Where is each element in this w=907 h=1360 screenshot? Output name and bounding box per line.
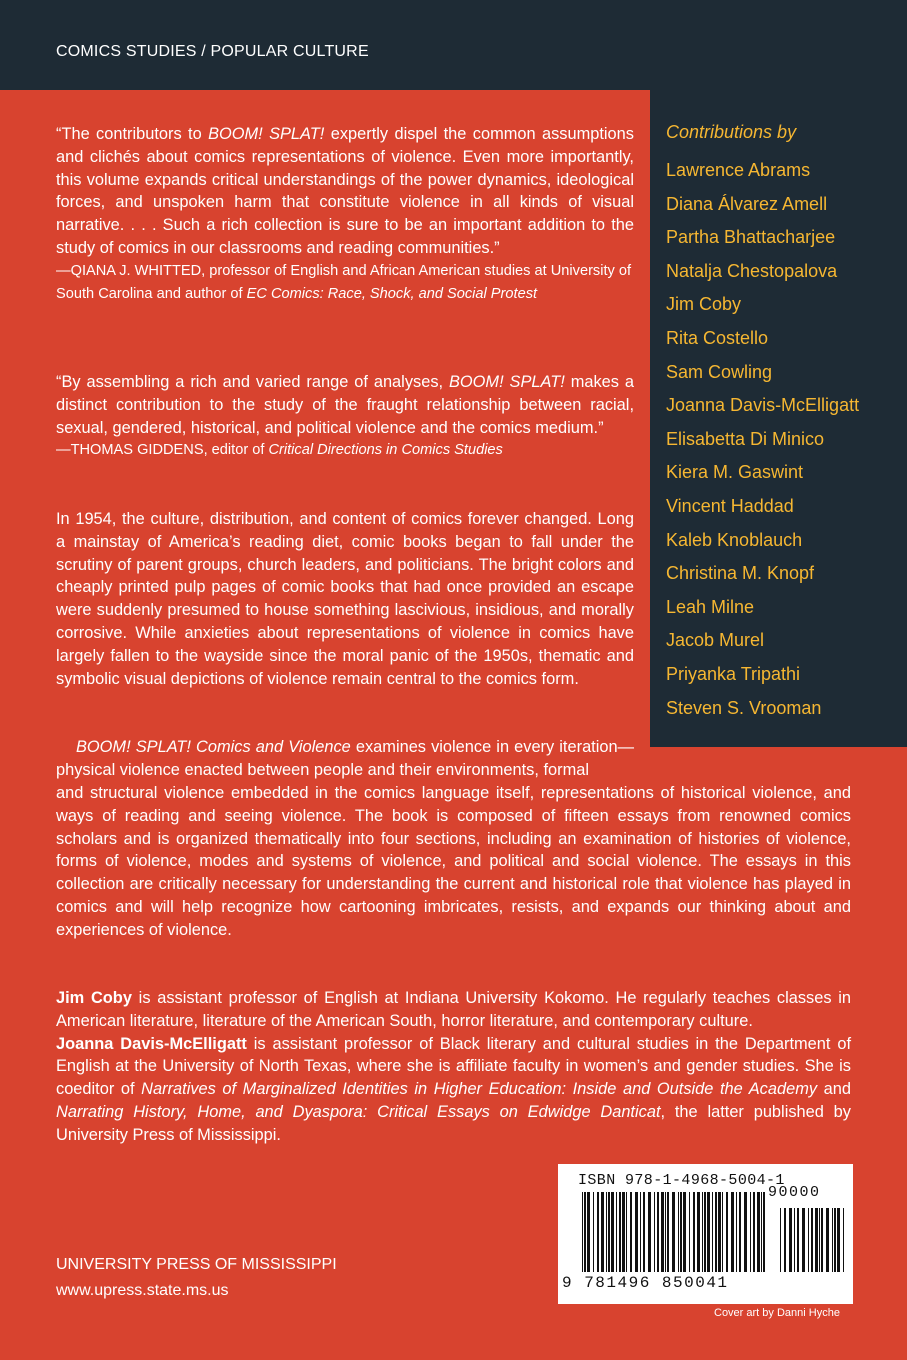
description-paragraph-2-continued: and structural violence embedded in the comics language itself, representations of historical violence, and ways of reading and seeing violence. The book is composed of fifteen essays from renowned comics scholars and is organized thematically into four sections, including an examination of histories of violence, forms of violence, modes and systems of violence, and political and social violence. The essays in this collection are critically necessary for understanding the current and historical role that violence has played in comics and will help recognize how cartooning imbricates, resists, and expands our thinking about and experiences of violence. — [56, 784, 851, 939]
quote-attribution — [56, 260, 634, 306]
barcode-bar — [606, 1192, 607, 1272]
contributor-name: Elisabetta Di Minico — [666, 428, 825, 449]
barcode-bar — [794, 1208, 795, 1272]
barcode-bar — [640, 1192, 641, 1272]
barcode-bar — [643, 1192, 645, 1272]
contributor-name: Kaleb Knoblauch — [666, 529, 803, 550]
barcode-bar — [678, 1192, 679, 1272]
barcode-bar — [672, 1192, 675, 1272]
barcode-bar — [683, 1192, 686, 1272]
contributor-name: Lawrence Abrams — [666, 160, 811, 180]
attribution-text: professor of English and African American studies at University of South Carolina and author of — [56, 262, 632, 302]
barcode-bar — [763, 1192, 765, 1272]
barcode-bar — [693, 1192, 695, 1272]
barcode-bar — [622, 1192, 625, 1272]
barcode-bar — [736, 1192, 737, 1272]
book-title: BOOM! SPLAT! Comics and Violence — [76, 738, 351, 756]
contributor-name: Sam Cowling — [666, 361, 773, 382]
attribution-name: —THOMAS GIDDENS, — [56, 442, 208, 459]
quote-text: “The contributors to — [56, 125, 209, 143]
barcode-bar — [739, 1192, 741, 1272]
barcode-bar — [726, 1192, 728, 1272]
barcode-bar — [582, 1192, 583, 1272]
barcode-bar — [680, 1192, 682, 1272]
book-title: BOOM! SPLAT! — [208, 125, 325, 143]
publisher-block — [56, 1252, 337, 1304]
bio-text: is assistant professor of Black literary and cultural studies in the Department of English at the University of North Texas, where she is affiliate faculty in women’s and gender studies. She is coeditor of — [56, 1034, 852, 1099]
quote-attribution — [56, 439, 634, 462]
contributor-name: Joanna Davis-McElligatt — [666, 395, 860, 416]
barcode-bar — [630, 1192, 632, 1272]
ean-digits: 9 781496 850041 — [562, 1274, 729, 1292]
barcode-bar — [802, 1208, 805, 1272]
contributors-sidebar — [650, 90, 907, 747]
barcode-bar — [731, 1192, 734, 1272]
contributor-name: Partha Bhattacharjee — [666, 227, 836, 248]
description-text: examines violence in every iteration—physical violence enacted between people and their environments, formal — [56, 738, 634, 779]
barcode-bar — [704, 1192, 706, 1272]
barcode-bar — [784, 1208, 786, 1272]
contributors-heading: Contributions by — [666, 122, 797, 142]
barcode-bar — [832, 1208, 833, 1272]
barcode-bar — [750, 1192, 751, 1272]
contributor-name: Priyanka Tripathi — [666, 663, 801, 684]
barcode-bar — [834, 1208, 836, 1272]
contributor-name: Steven S. Vrooman — [666, 697, 822, 718]
barcode-bar — [837, 1208, 840, 1272]
blurb-quote-giddens — [56, 371, 634, 462]
barcode-bar — [665, 1192, 666, 1272]
bio-text: , the latter published by University Press of Mississippi. — [56, 1102, 851, 1144]
barcode-bar — [843, 1208, 844, 1272]
barcode-bar — [619, 1192, 621, 1272]
barcode-bar — [597, 1192, 599, 1272]
book-title: Narrating History, Home, and Dyaspora: Critical Essays on Edwidge Danticat — [56, 1102, 661, 1121]
barcode-bar — [718, 1192, 721, 1272]
barcode-bar — [811, 1208, 813, 1272]
barcode-box — [558, 1164, 853, 1304]
contributor-name: Rita Costello — [666, 327, 769, 348]
barcode-bar — [608, 1192, 610, 1272]
barcode-bar — [657, 1192, 659, 1272]
contributor-name: Vincent Haddad — [666, 495, 794, 516]
addon-barcode — [778, 1208, 848, 1274]
cover-art-credit: Cover art by Danni Hyche — [714, 1307, 840, 1319]
barcode-bar — [626, 1192, 627, 1272]
barcode-bar — [697, 1192, 700, 1272]
barcode-bar — [821, 1208, 823, 1272]
publisher-url[interactable]: www.upress.state.ms.us — [56, 1282, 229, 1299]
contributor-name: Jim Coby — [666, 294, 742, 315]
barcode-bar — [601, 1192, 604, 1272]
barcode-bar — [819, 1208, 820, 1272]
barcode-bar — [616, 1192, 617, 1272]
barcode-bar — [797, 1208, 799, 1272]
bio-text: is assistant professor of English at Indiana University Kokomo. He regularly teaches classes in American literature, literature of the American South, horror literature, and contemporary culture. — [56, 989, 851, 1030]
attribution-book: EC Comics: Race, Shock, and Social Protest — [246, 285, 538, 302]
category-label: COMICS STUDIES / POPULAR CULTURE — [56, 43, 369, 60]
barcode-bar — [761, 1192, 762, 1272]
barcode-bar — [712, 1192, 713, 1272]
barcode-bar — [584, 1192, 586, 1272]
barcode-bar — [654, 1192, 655, 1272]
quote-text: “By assembling a rich and varied range of analyses, — [56, 373, 449, 391]
book-title: BOOM! SPLAT! — [448, 373, 565, 391]
barcode-bar — [715, 1192, 717, 1272]
barcode-bar — [593, 1192, 594, 1272]
quote-text: makes a distinct contribution to the study of the fraught relationship between racial, sexual, gendered, historical, and political violence and the comics medium.” — [56, 373, 634, 437]
barcode-bar — [635, 1192, 638, 1272]
top-band — [0, 0, 907, 90]
contributor-name: Kiera M. Gaswint — [666, 462, 804, 483]
barcode-bar — [707, 1192, 710, 1272]
barcode-bar — [587, 1192, 590, 1272]
isbn-text: ISBN 978-1-4968-5004-1 — [578, 1172, 785, 1189]
barcode-bar — [689, 1192, 690, 1272]
contributor-list — [666, 154, 859, 725]
barcode-bar — [702, 1192, 703, 1272]
contributor-name: Diana Álvarez Amell — [666, 193, 828, 214]
editor-name: Jim Coby — [56, 989, 132, 1007]
contributor-name: Christina M. Knopf — [666, 563, 815, 584]
barcode-bar — [826, 1208, 829, 1272]
blurb-quote-whitted — [56, 123, 634, 305]
description-paragraph-2-start — [56, 736, 634, 782]
addon-price-code: 90000 — [768, 1184, 821, 1201]
barcode-bar — [648, 1192, 651, 1272]
editor-name: Joanna Davis-McElligatt — [56, 1034, 247, 1053]
barcode-bar — [808, 1208, 809, 1272]
attribution-name: —QIANA J. WHITTED, — [56, 262, 206, 279]
attribution-book: Critical Directions in Comics Studies — [268, 442, 503, 459]
quote-text: expertly dispel the common assumptions and clichés about comics representations of violence. Even more importantly, this volume expands critical understandings of the power dynamics, ideological forces, and unspoken harm that constitute violence in all kinds of visual narrative. . . . Such a rich collection is sure to be an important addition to the study of comics in our classrooms and reading communities.” — [56, 125, 634, 257]
bio-text: and — [817, 1080, 851, 1099]
barcode-bar — [722, 1192, 723, 1272]
barcode-bar — [753, 1192, 755, 1272]
barcode-bar — [789, 1208, 792, 1272]
barcode-bar — [611, 1192, 614, 1272]
barcode-bar — [757, 1192, 760, 1272]
book-title: Narratives of Marginalized Identities in Higher Education: Inside and Outside the Academy — [141, 1080, 818, 1099]
ean-barcode — [580, 1192, 770, 1274]
editor-bios — [56, 987, 851, 1147]
barcode-bar — [815, 1208, 818, 1272]
barcode-bar — [780, 1208, 781, 1272]
contributor-name: Leah Milne — [666, 596, 755, 617]
contributor-name: Natalja Chestopalova — [666, 260, 838, 281]
description-paragraph-1: In 1954, the culture, distribution, and content of comics forever changed. Long a mainstay of America’s reading diet, comic books began to fall under the scrutiny of parent groups, church leaders, and politicians. The bright colors and cheaply printed pulp pages of comic books that had once provided an escape were suddenly presumed to house something lascivious, insidious, and morally corrosive. While anxieties about representations of violence in comics have largely fallen to the wayside since the moral panic of the 1950s, thematic and symbolic visual depictions of violence remain central to the comics form. — [56, 510, 634, 688]
barcode-bar — [744, 1192, 747, 1272]
barcode-bar — [667, 1192, 669, 1272]
attribution-text: editor of — [207, 442, 269, 459]
barcode-bar — [661, 1192, 664, 1272]
contributor-name: Jacob Murel — [666, 630, 765, 651]
publisher-name: UNIVERSITY PRESS OF MISSISSIPPI — [56, 1256, 337, 1273]
